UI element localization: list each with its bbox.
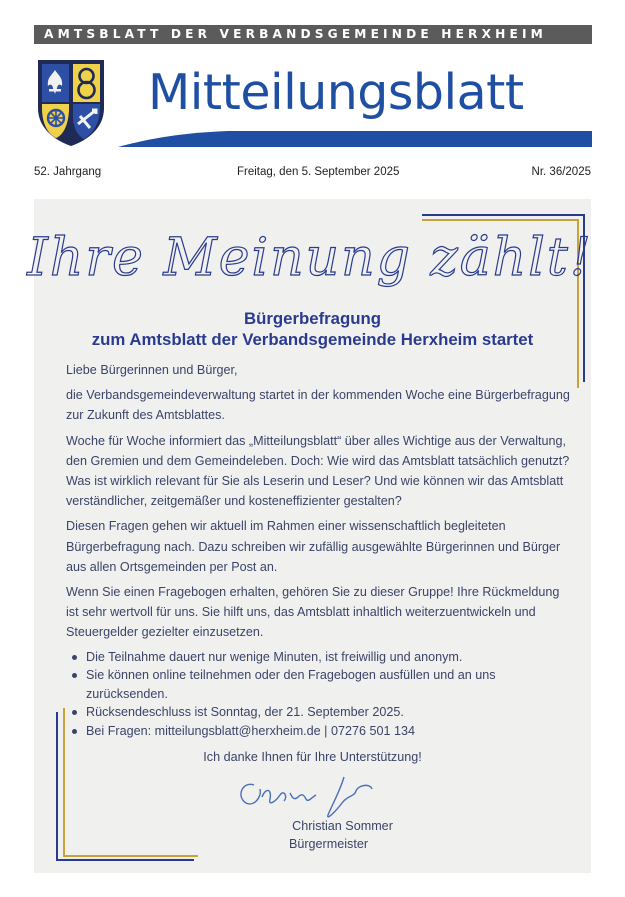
article-body [66,360,572,741]
signer-role: Bürgermeister [288,837,369,851]
masthead-band: AMTSBLATT DER VERBANDSGEMEINDE HERXHEIM [34,25,592,44]
signer-name: Christian Sommer [292,819,393,833]
paragraph: Diesen Fragen gehen wir aktuell im Rahmen einer wissenschaftlich begleiteten Bürgerbefragung nach. Dazu schreiben wir zufällig ausgewählte Bürgerinnen und Bürger aus allen Ortsgemeinden per Post an. [66,519,561,574]
issue-date: Freitag, den 5. September 2025 [237,166,400,178]
list-item: Sie können online teilnehmen oder den Fragebogen ausfüllen und an uns zurücksenden. [66,666,572,703]
article-heading-line1: Bürgerbefragung [243,309,382,328]
info-list [66,648,572,741]
paragraph: die Verbandsgemeindeverwaltung startet in der kommenden Woche eine Bürgerbefragung zur Zukunft des Amtsblattes. [66,388,570,423]
closing-thanks: Ich danke Ihnen für Ihre Unterstützung! [203,750,422,764]
publication-title: Mitteilungsblatt [148,64,524,121]
volume-label: 52. Jahrgang [34,166,102,178]
greeting: Liebe Bürgerinnen und Bürger, [66,363,238,377]
issue-number: Nr. 36/2025 [531,166,591,178]
list-item: Die Teilnahme dauert nur wenige Minuten, ist freiwillig und anonym. [66,648,572,667]
masthead-swoosh [118,129,592,147]
coat-of-arms-icon [34,56,108,148]
script-headline [27,215,593,315]
list-item: Bei Fragen: mitteilungsblatt@herxheim.de | 07276 501 134 [66,722,572,741]
list-item: Rücksendeschluss ist Sonntag, der 21. September 2025. [66,703,572,722]
paragraph: Wenn Sie einen Fragebogen erhalten, gehören Sie zu dieser Gruppe! Ihre Rückmeldung ist sehr wertvoll für uns. Sie hilft uns, das Amtsblatt inhaltlich weiterzuentwickeln und Steuergelder gezielter einzusetzen. [66,585,560,640]
script-headline-text: Ihre Meinung zählt! [27,228,593,288]
paragraph: Woche für Woche informiert das „Mitteilungsblatt“ über alles Wichtige aus der Verwaltung, den Gremien und dem Gemeindeleben. Doch: Wie wird das Amtsblatt tatsächlich genutzt? Was ist wirklich relevant für Sie als Leserin und Leser? Und wie können wir das Amtsblatt verständlicher, zeitgemäßer und kosteneffizienter gestalten? [66,433,570,509]
article-heading-line2: zum Amtsblatt der Verbandsgemeinde Herxheim startet [91,330,534,349]
handwritten-signature [232,767,412,827]
